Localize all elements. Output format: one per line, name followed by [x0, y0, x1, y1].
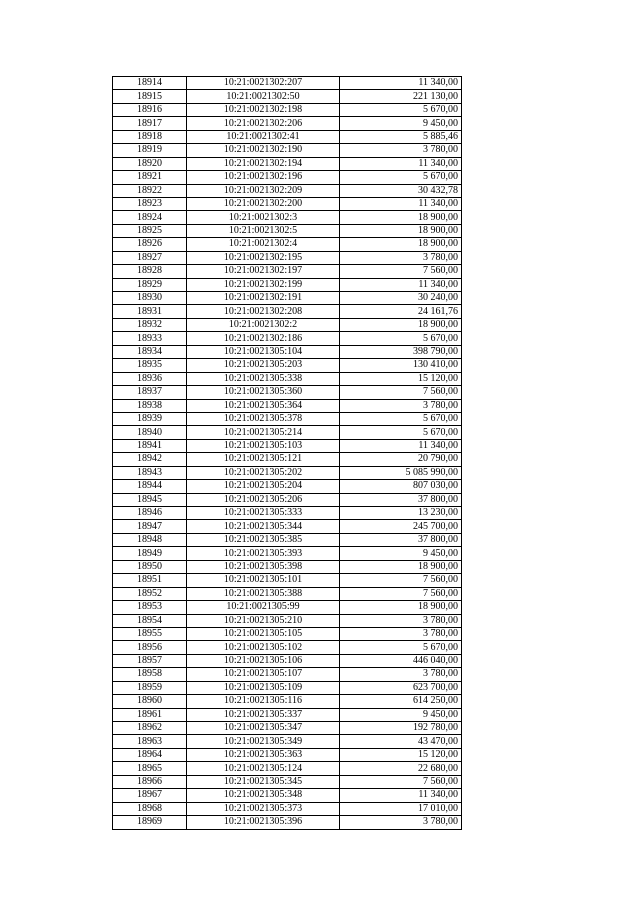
amount-cell: 3 780,00 — [340, 627, 462, 640]
amount-cell: 614 250,00 — [340, 695, 462, 708]
row-number-cell: 18952 — [113, 587, 187, 600]
table-row — [113, 184, 462, 197]
table-row — [113, 614, 462, 627]
cadastral-number-cell: 10:21:0021305:396 — [187, 816, 340, 829]
row-number-cell: 18934 — [113, 345, 187, 358]
row-number-cell: 18931 — [113, 305, 187, 318]
row-number-cell: 18944 — [113, 480, 187, 493]
table-row — [113, 627, 462, 640]
amount-cell: 11 340,00 — [340, 77, 462, 90]
table-row — [113, 238, 462, 251]
table-row — [113, 103, 462, 116]
row-number-cell: 18966 — [113, 775, 187, 788]
table-row — [113, 775, 462, 788]
amount-cell: 18 900,00 — [340, 238, 462, 251]
row-number-cell: 18955 — [113, 627, 187, 640]
row-number-cell: 18957 — [113, 654, 187, 667]
row-number-cell: 18968 — [113, 802, 187, 815]
row-number-cell: 18922 — [113, 184, 187, 197]
row-number-cell: 18961 — [113, 708, 187, 721]
amount-cell: 221 130,00 — [340, 90, 462, 103]
cadastral-number-cell: 10:21:0021302:41 — [187, 130, 340, 143]
amount-cell: 807 030,00 — [340, 480, 462, 493]
cadastral-number-cell: 10:21:0021305:104 — [187, 345, 340, 358]
table-row — [113, 426, 462, 439]
table-row — [113, 332, 462, 345]
row-number-cell: 18933 — [113, 332, 187, 345]
row-number-cell: 18919 — [113, 144, 187, 157]
row-number-cell: 18923 — [113, 197, 187, 210]
table-row — [113, 681, 462, 694]
row-number-cell: 18914 — [113, 77, 187, 90]
cadastral-number-cell: 10:21:0021305:364 — [187, 399, 340, 412]
table-row — [113, 735, 462, 748]
amount-cell: 5 885,46 — [340, 130, 462, 143]
amount-cell: 7 560,00 — [340, 265, 462, 278]
table-row — [113, 130, 462, 143]
cadastral-number-cell: 10:21:0021305:349 — [187, 735, 340, 748]
table-row — [113, 762, 462, 775]
amount-cell: 5 670,00 — [340, 426, 462, 439]
table-row — [113, 507, 462, 520]
table-row — [113, 708, 462, 721]
cadastral-number-cell: 10:21:0021305:363 — [187, 748, 340, 761]
table-row — [113, 144, 462, 157]
row-number-cell: 18936 — [113, 372, 187, 385]
amount-cell: 22 680,00 — [340, 762, 462, 775]
table-row — [113, 386, 462, 399]
cadastral-number-cell: 10:21:0021305:124 — [187, 762, 340, 775]
table-row — [113, 372, 462, 385]
table-row — [113, 574, 462, 587]
table-row — [113, 305, 462, 318]
row-number-cell: 18948 — [113, 533, 187, 546]
cadastral-number-cell: 10:21:0021305:204 — [187, 480, 340, 493]
cadastral-number-cell: 10:21:0021305:106 — [187, 654, 340, 667]
amount-cell: 20 790,00 — [340, 453, 462, 466]
cadastral-number-cell: 10:21:0021305:101 — [187, 574, 340, 587]
amount-cell: 18 900,00 — [340, 318, 462, 331]
table-row — [113, 466, 462, 479]
amount-cell: 37 800,00 — [340, 493, 462, 506]
table-body — [113, 77, 462, 830]
row-number-cell: 18946 — [113, 507, 187, 520]
cadastral-number-cell: 10:21:0021305:333 — [187, 507, 340, 520]
amount-cell: 18 900,00 — [340, 601, 462, 614]
cadastral-number-cell: 10:21:0021302:190 — [187, 144, 340, 157]
row-number-cell: 18938 — [113, 399, 187, 412]
row-number-cell: 18956 — [113, 641, 187, 654]
table-row — [113, 359, 462, 372]
table-row — [113, 157, 462, 170]
table-row — [113, 318, 462, 331]
row-number-cell: 18949 — [113, 547, 187, 560]
amount-cell: 3 780,00 — [340, 816, 462, 829]
row-number-cell: 18924 — [113, 211, 187, 224]
cadastral-number-cell: 10:21:0021305:109 — [187, 681, 340, 694]
table-row — [113, 722, 462, 735]
row-number-cell: 18918 — [113, 130, 187, 143]
row-number-cell: 18917 — [113, 117, 187, 130]
row-number-cell: 18963 — [113, 735, 187, 748]
row-number-cell: 18935 — [113, 359, 187, 372]
row-number-cell: 18926 — [113, 238, 187, 251]
cadastral-number-cell: 10:21:0021302:197 — [187, 265, 340, 278]
row-number-cell: 18950 — [113, 560, 187, 573]
row-number-cell: 18962 — [113, 722, 187, 735]
amount-cell: 5 085 990,00 — [340, 466, 462, 479]
cadastral-number-cell: 10:21:0021302:5 — [187, 224, 340, 237]
cadastral-number-cell: 10:21:0021302:186 — [187, 332, 340, 345]
table-row — [113, 292, 462, 305]
table-row — [113, 197, 462, 210]
table-row — [113, 547, 462, 560]
row-number-cell: 18932 — [113, 318, 187, 331]
cadastral-number-cell: 10:21:0021302:194 — [187, 157, 340, 170]
cadastral-number-cell: 10:21:0021305:360 — [187, 386, 340, 399]
cadastral-number-cell: 10:21:0021302:4 — [187, 238, 340, 251]
cadastral-number-cell: 10:21:0021302:195 — [187, 251, 340, 264]
table-row — [113, 493, 462, 506]
cadastral-number-cell: 10:21:0021305:344 — [187, 520, 340, 533]
amount-cell: 398 790,00 — [340, 345, 462, 358]
cadastral-number-cell: 10:21:0021305:99 — [187, 601, 340, 614]
row-number-cell: 18925 — [113, 224, 187, 237]
amount-cell: 30 240,00 — [340, 292, 462, 305]
amount-cell: 30 432,78 — [340, 184, 462, 197]
amount-cell: 3 780,00 — [340, 614, 462, 627]
row-number-cell: 18947 — [113, 520, 187, 533]
table-row — [113, 533, 462, 546]
row-number-cell: 18928 — [113, 265, 187, 278]
cadastral-number-cell: 10:21:0021305:102 — [187, 641, 340, 654]
amount-cell: 11 340,00 — [340, 157, 462, 170]
table-row — [113, 412, 462, 425]
cadastral-number-cell: 10:21:0021302:200 — [187, 197, 340, 210]
amount-cell: 5 670,00 — [340, 103, 462, 116]
row-number-cell: 18941 — [113, 439, 187, 452]
amount-cell: 446 040,00 — [340, 654, 462, 667]
table-row — [113, 641, 462, 654]
row-number-cell: 18954 — [113, 614, 187, 627]
amount-cell: 9 450,00 — [340, 708, 462, 721]
table-row — [113, 251, 462, 264]
table-row — [113, 816, 462, 829]
cadastral-number-cell: 10:21:0021302:2 — [187, 318, 340, 331]
amount-cell: 7 560,00 — [340, 386, 462, 399]
cadastral-number-cell: 10:21:0021302:207 — [187, 77, 340, 90]
row-number-cell: 18942 — [113, 453, 187, 466]
table-row — [113, 439, 462, 452]
row-number-cell: 18940 — [113, 426, 187, 439]
cadastral-number-cell: 10:21:0021305:347 — [187, 722, 340, 735]
amount-cell: 37 800,00 — [340, 533, 462, 546]
table-row — [113, 399, 462, 412]
row-number-cell: 18953 — [113, 601, 187, 614]
cadastral-number-cell: 10:21:0021305:214 — [187, 426, 340, 439]
row-number-cell: 18958 — [113, 668, 187, 681]
amount-cell: 5 670,00 — [340, 332, 462, 345]
amount-cell: 18 900,00 — [340, 211, 462, 224]
cadastral-number-cell: 10:21:0021305:373 — [187, 802, 340, 815]
cadastral-number-cell: 10:21:0021305:393 — [187, 547, 340, 560]
table-row — [113, 695, 462, 708]
row-number-cell: 18937 — [113, 386, 187, 399]
cadastral-number-cell: 10:21:0021305:388 — [187, 587, 340, 600]
row-number-cell: 18960 — [113, 695, 187, 708]
row-number-cell: 18927 — [113, 251, 187, 264]
amount-cell: 3 780,00 — [340, 144, 462, 157]
cadastral-number-cell: 10:21:0021302:199 — [187, 278, 340, 291]
cadastral-number-cell: 10:21:0021305:338 — [187, 372, 340, 385]
cadastral-number-cell: 10:21:0021305:103 — [187, 439, 340, 452]
cadastral-number-cell: 10:21:0021302:50 — [187, 90, 340, 103]
table-row — [113, 345, 462, 358]
table-row — [113, 587, 462, 600]
amount-cell: 3 780,00 — [340, 668, 462, 681]
amount-cell: 11 340,00 — [340, 439, 462, 452]
cadastral-number-cell: 10:21:0021305:116 — [187, 695, 340, 708]
row-number-cell: 18920 — [113, 157, 187, 170]
cadastral-number-cell: 10:21:0021305:385 — [187, 533, 340, 546]
row-number-cell: 18969 — [113, 816, 187, 829]
cadastral-number-cell: 10:21:0021305:107 — [187, 668, 340, 681]
amount-cell: 3 780,00 — [340, 399, 462, 412]
table-row — [113, 453, 462, 466]
row-number-cell: 18929 — [113, 278, 187, 291]
cadastral-number-cell: 10:21:0021305:345 — [187, 775, 340, 788]
table-row — [113, 211, 462, 224]
row-number-cell: 18943 — [113, 466, 187, 479]
amount-cell: 15 120,00 — [340, 372, 462, 385]
row-number-cell: 18967 — [113, 789, 187, 802]
amount-cell: 7 560,00 — [340, 775, 462, 788]
table-row — [113, 560, 462, 573]
amount-cell: 192 780,00 — [340, 722, 462, 735]
table-row — [113, 802, 462, 815]
amount-cell: 623 700,00 — [340, 681, 462, 694]
row-number-cell: 18945 — [113, 493, 187, 506]
amount-cell: 3 780,00 — [340, 251, 462, 264]
cadastral-number-cell: 10:21:0021305:210 — [187, 614, 340, 627]
row-number-cell: 18951 — [113, 574, 187, 587]
cadastral-number-cell: 10:21:0021305:121 — [187, 453, 340, 466]
table-row — [113, 520, 462, 533]
table-row — [113, 224, 462, 237]
cadastral-value-table — [112, 76, 462, 830]
amount-cell: 7 560,00 — [340, 574, 462, 587]
cadastral-number-cell: 10:21:0021305:348 — [187, 789, 340, 802]
cadastral-number-cell: 10:21:0021302:209 — [187, 184, 340, 197]
amount-cell: 43 470,00 — [340, 735, 462, 748]
row-number-cell: 18930 — [113, 292, 187, 305]
amount-cell: 5 670,00 — [340, 171, 462, 184]
table-row — [113, 278, 462, 291]
table-row — [113, 748, 462, 761]
cadastral-number-cell: 10:21:0021302:198 — [187, 103, 340, 116]
amount-cell: 15 120,00 — [340, 748, 462, 761]
amount-cell: 7 560,00 — [340, 587, 462, 600]
row-number-cell: 18959 — [113, 681, 187, 694]
amount-cell: 5 670,00 — [340, 641, 462, 654]
row-number-cell: 18964 — [113, 748, 187, 761]
amount-cell: 18 900,00 — [340, 560, 462, 573]
table-row — [113, 480, 462, 493]
table-row — [113, 654, 462, 667]
row-number-cell: 18916 — [113, 103, 187, 116]
table-row — [113, 117, 462, 130]
amount-cell: 13 230,00 — [340, 507, 462, 520]
cadastral-number-cell: 10:21:0021305:378 — [187, 412, 340, 425]
amount-cell: 11 340,00 — [340, 197, 462, 210]
cadastral-number-cell: 10:21:0021305:337 — [187, 708, 340, 721]
cadastral-number-cell: 10:21:0021305:202 — [187, 466, 340, 479]
amount-cell: 11 340,00 — [340, 278, 462, 291]
amount-cell: 9 450,00 — [340, 117, 462, 130]
cadastral-number-cell: 10:21:0021302:206 — [187, 117, 340, 130]
row-number-cell: 18915 — [113, 90, 187, 103]
amount-cell: 24 161,76 — [340, 305, 462, 318]
amount-cell: 9 450,00 — [340, 547, 462, 560]
cadastral-number-cell: 10:21:0021302:208 — [187, 305, 340, 318]
table-row — [113, 789, 462, 802]
amount-cell: 245 700,00 — [340, 520, 462, 533]
amount-cell: 11 340,00 — [340, 789, 462, 802]
table-row — [113, 668, 462, 681]
row-number-cell: 18921 — [113, 171, 187, 184]
table-row — [113, 171, 462, 184]
cadastral-number-cell: 10:21:0021305:206 — [187, 493, 340, 506]
table-row — [113, 77, 462, 90]
cadastral-number-cell: 10:21:0021305:398 — [187, 560, 340, 573]
cadastral-number-cell: 10:21:0021305:203 — [187, 359, 340, 372]
cadastral-number-cell: 10:21:0021302:3 — [187, 211, 340, 224]
amount-cell: 17 010,00 — [340, 802, 462, 815]
cadastral-number-cell: 10:21:0021302:196 — [187, 171, 340, 184]
row-number-cell: 18939 — [113, 412, 187, 425]
amount-cell: 18 900,00 — [340, 224, 462, 237]
amount-cell: 5 670,00 — [340, 412, 462, 425]
table-row — [113, 601, 462, 614]
table-row — [113, 265, 462, 278]
row-number-cell: 18965 — [113, 762, 187, 775]
cadastral-number-cell: 10:21:0021302:191 — [187, 292, 340, 305]
amount-cell: 130 410,00 — [340, 359, 462, 372]
table-row — [113, 90, 462, 103]
cadastral-number-cell: 10:21:0021305:105 — [187, 627, 340, 640]
